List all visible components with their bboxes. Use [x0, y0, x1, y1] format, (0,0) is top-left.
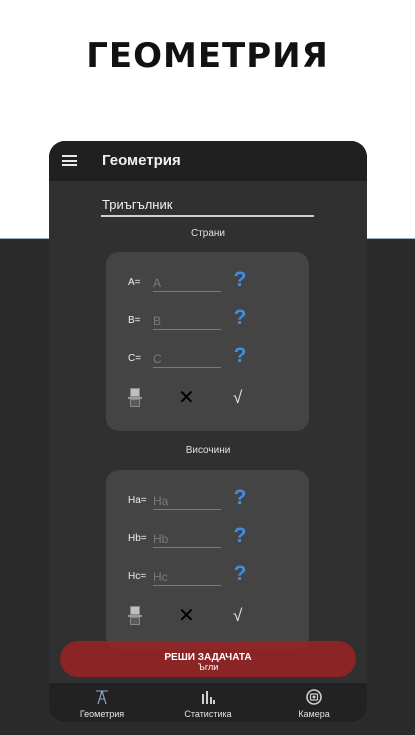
side-a-row — [106, 268, 309, 298]
sides-section-label: Страни — [190, 228, 226, 239]
height-b-label: Hb= — [128, 533, 147, 544]
side-c-help-button[interactable]: ? — [233, 344, 247, 367]
height-a-label: Ha= — [128, 495, 147, 506]
app-title: Геометрия — [102, 152, 181, 169]
phone-screen — [49, 141, 367, 722]
bottom-navigation — [49, 683, 367, 722]
sides-card — [106, 252, 309, 431]
sqrt-button[interactable]: √ — [233, 388, 243, 407]
eraser-icon[interactable] — [128, 606, 142, 626]
solve-button-sublabel: Ъгли — [197, 662, 219, 672]
heights-tools — [106, 603, 309, 629]
side-b-input[interactable]: B — [153, 310, 221, 330]
nav-label-statistics: Статистика — [184, 709, 232, 719]
solve-button[interactable] — [60, 641, 356, 677]
side-c-label: C= — [128, 353, 142, 364]
height-a-row — [106, 486, 309, 516]
height-b-row — [106, 524, 309, 554]
side-a-label: A= — [128, 277, 141, 288]
nav-label-geometry: Геометрия — [79, 709, 125, 719]
height-c-help-button[interactable]: ? — [233, 562, 247, 585]
compass-icon — [93, 689, 111, 705]
height-c-row — [106, 562, 309, 592]
solve-button-label: РЕШИ ЗАДАЧАТА — [164, 652, 252, 663]
shape-selector[interactable]: Триъгълник — [101, 197, 314, 217]
height-c-input[interactable]: Hc — [153, 566, 221, 586]
promo-title: ГЕОМЕТРИЯ — [86, 36, 329, 76]
clear-button[interactable]: ✕ — [178, 605, 195, 627]
side-c-input[interactable]: C — [153, 348, 221, 368]
clear-button[interactable]: ✕ — [178, 387, 195, 409]
side-b-help-button[interactable]: ? — [233, 306, 247, 329]
side-c-row — [106, 344, 309, 374]
height-c-label: Hc= — [128, 571, 147, 582]
side-a-help-button[interactable]: ? — [233, 268, 247, 291]
side-a-input[interactable]: A — [153, 272, 221, 292]
app-bar — [49, 141, 367, 181]
sqrt-button[interactable]: √ — [233, 606, 243, 625]
sides-tools — [106, 385, 309, 411]
eraser-icon[interactable] — [128, 388, 142, 408]
side-b-label: B= — [128, 315, 141, 326]
bar-chart-icon — [199, 689, 217, 705]
heights-card — [106, 470, 309, 649]
nav-item-statistics[interactable] — [173, 683, 243, 722]
height-a-help-button[interactable]: ? — [233, 486, 247, 509]
side-b-row — [106, 306, 309, 336]
height-b-help-button[interactable]: ? — [233, 524, 247, 547]
nav-label-camera: Камера — [298, 709, 330, 719]
menu-icon[interactable] — [62, 155, 77, 166]
heights-section-label: Височини — [185, 445, 231, 456]
height-a-input[interactable]: Ha — [153, 490, 221, 510]
nav-item-camera[interactable] — [279, 683, 349, 722]
camera-icon — [305, 689, 323, 705]
height-b-input[interactable]: Hb — [153, 528, 221, 548]
nav-item-geometry[interactable] — [67, 683, 137, 722]
